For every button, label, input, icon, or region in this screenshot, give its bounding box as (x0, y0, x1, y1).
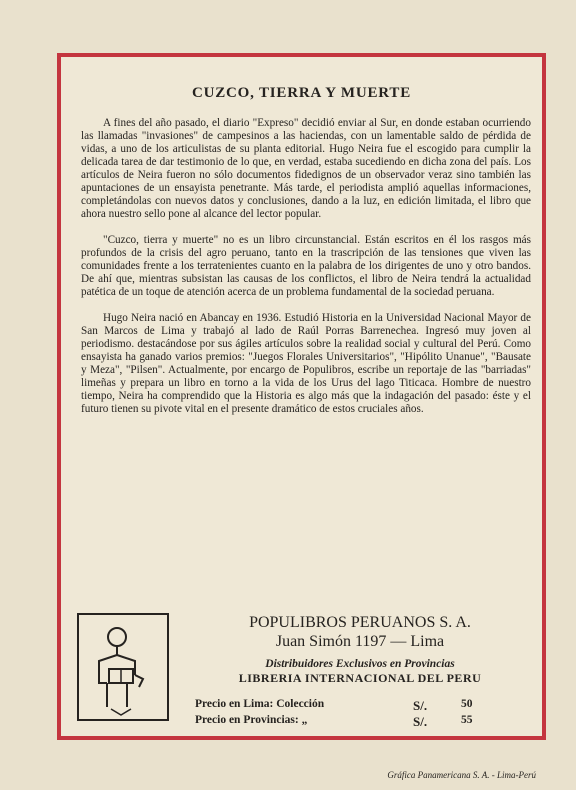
reader-logo-icon (77, 613, 169, 721)
body-text (81, 117, 531, 429)
publisher-name: POPULIBROS PERUANOS S. A. (249, 614, 471, 631)
publisher-footer (77, 613, 533, 729)
price-row-provincias (185, 714, 535, 730)
red-frame (57, 53, 546, 740)
price-label: Precio en Provincias: „ (195, 714, 308, 726)
price-list (185, 698, 535, 730)
price-currency: S/. (413, 714, 428, 729)
distributors-label: Distribuidores Exclusivos en Provincias (265, 658, 455, 670)
price-row-lima (185, 698, 535, 714)
bookstore-name: LIBRERIA INTERNACIONAL DEL PERU (238, 671, 482, 685)
paragraph-1: A fines del año pasado, el diario "Expreso" decidió enviar al Sur, en donde estaban ocurriendo las llamadas "invasiones" de campesinos a las haciendas, con un lamentable saldo de pérdida de vidas, a uno de los articulistas de su planta editorial. Hugo Neira fue el escogido para cumplir la delicada tarea de dar testimonio de lo que, en verdad, estaba sucediendo en dicha zona del país. Los artículos de Neira fueron no sólo documentos fidedignos de un observador veraz sino también las apuntaciones de un ensayista penetrante. Más tarde, el periodista amplió aquellas informaciones, completándolas con nuevos datos y conclusiones, dando a la luz, en edición limitada, el libro que ahora nuestro sello pone al alcance del lector popular. (81, 117, 531, 220)
publisher-logo (77, 613, 169, 721)
price-value: 50 (461, 698, 473, 710)
paragraph-3: Hugo Neira nació en Abancay en 1936. Estudió Historia en la Universidad Nacional Mayor de San Marcos de Lima y trabajó al lado de Raúl Porras Barrenechea. Ingresó muy joven al periodismo. destacándose por sus ágiles artículos sobre la realidad social y cultural del Perú. Como ensayista ha ganado varios premios: "Juegos Florales Universitarios", "Hipólito Unanue", "Bausate y Meza", "Pilsen". Actualmente, por encargo de Populibros, escribe un reportaje de las "barriadas" limeñas y prepara un libro en torno a la vida de los Urus del lago Titicaca. Hombre de nuestro tiempo, Neira ha comprendido que la Historia es algo más que la indagación del pasado: éste y el futuro tienen su pivote vital en el presente dramático de estos cruciales años. (81, 312, 531, 415)
price-currency: S/. (413, 698, 428, 713)
printer-credit: Gráfica Panamericana S. A. - Lima-Perú (387, 770, 536, 780)
price-label: Precio en Lima: Colección (195, 698, 325, 710)
page-title: CUZCO, TIERRA Y MUERTE (191, 85, 412, 101)
paragraph-2: "Cuzco, tierra y muerte" no es un libro circunstancial. Están escritos en él los rasgos más profundos de la crisis del agro peruano, tanto en la trascripción de las tensiones que viven las comunidades frente a los terratenientes cuanto en la palabra de los dirigentes de uno y otro bandos. De ahí que, mientras subsistan las causas de los conflictos, el libro de Neira tendrá la actualidad patética de un toque de atención acerca de un problema fundamental de la sociedad peruana. (81, 234, 531, 298)
publisher-address: Juan Simón 1197 — Lima (275, 633, 445, 650)
publisher-info (185, 613, 535, 730)
price-value: 55 (461, 714, 473, 726)
